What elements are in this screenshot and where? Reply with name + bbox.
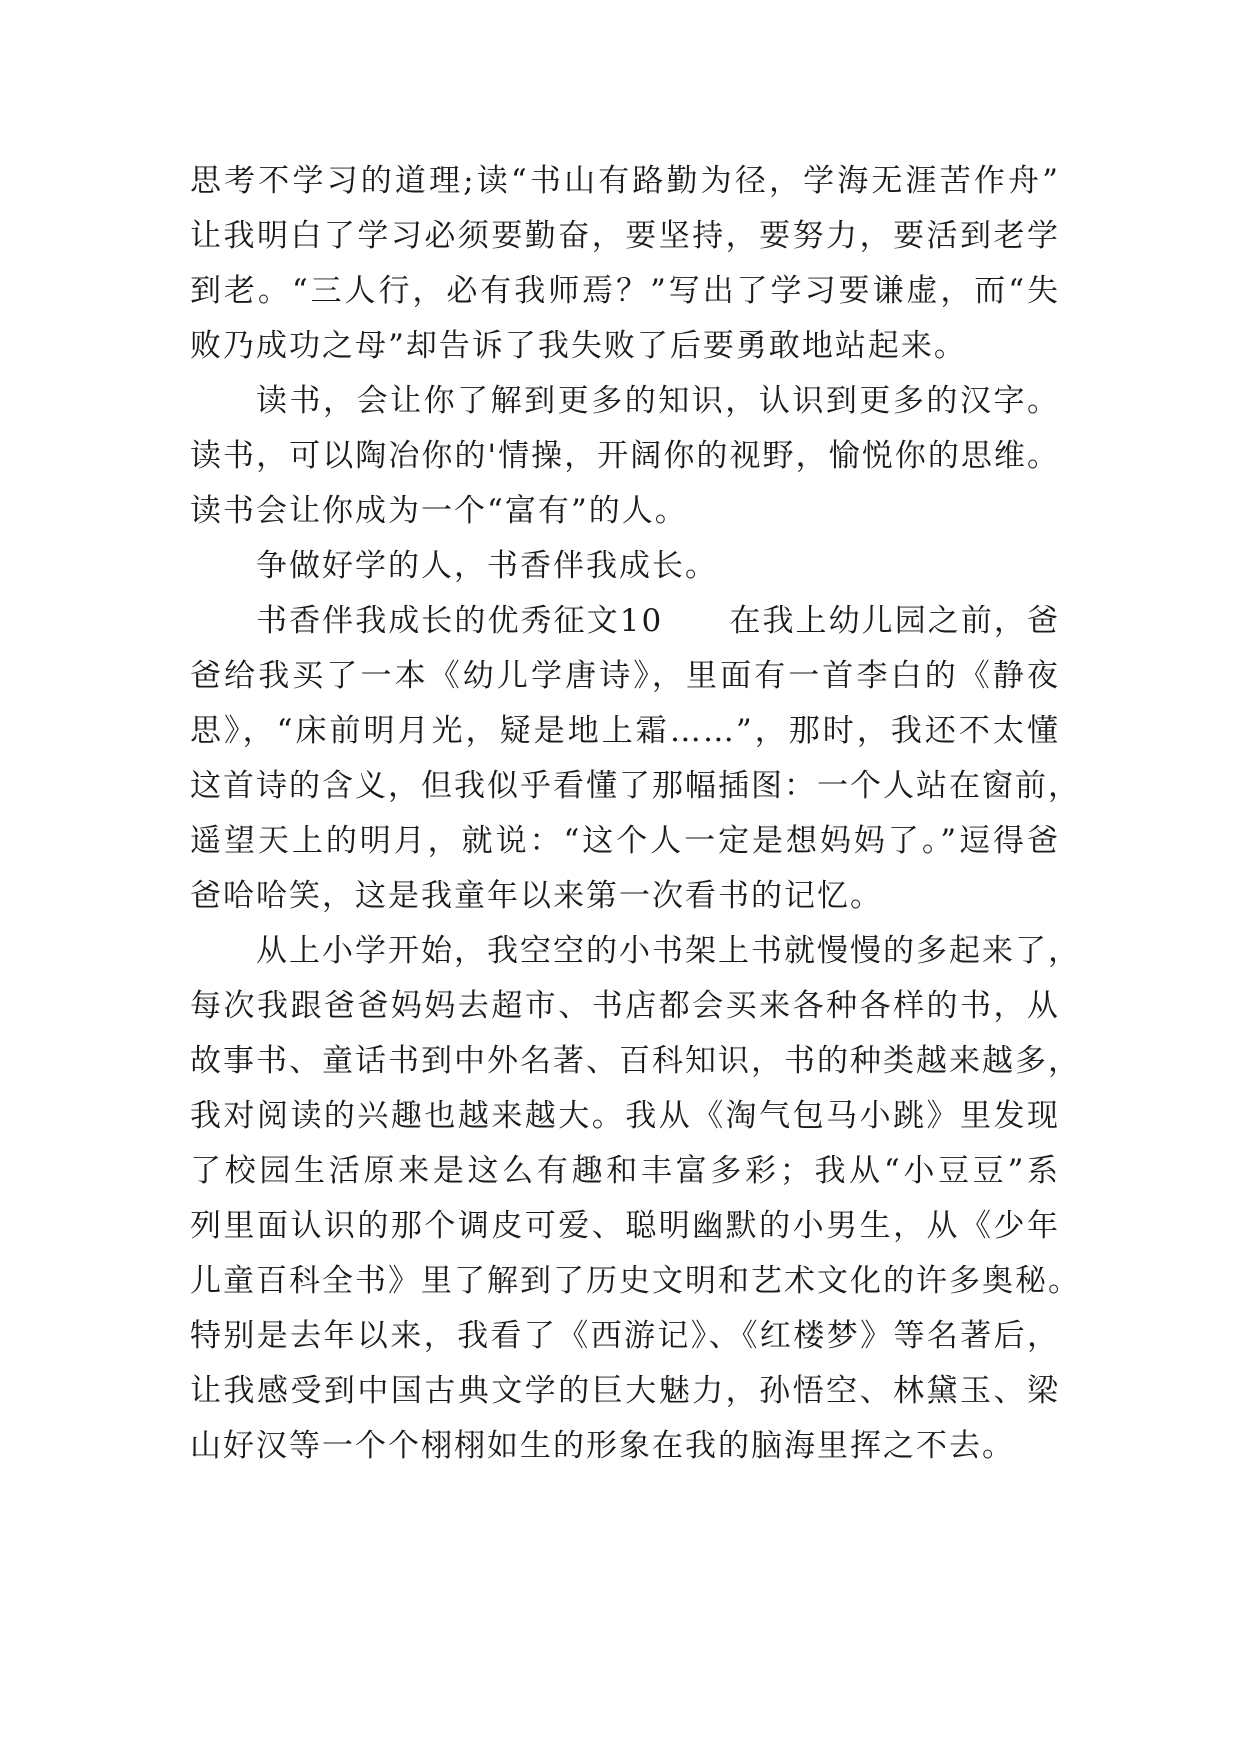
text-line: 让我明白了学习必须要勤奋，要坚持，要努力，要活到老学 (190, 218, 1060, 254)
paragraph (190, 154, 1060, 374)
text-line: 这首诗的含义，但我似乎看懂了那幅插图：一个人站在窗前， (190, 768, 1081, 804)
text-line: 遥望天上的明月，就说：“这个人一定是想妈妈了。”逗得爸 (190, 823, 1060, 859)
text-line: 山好汉等一个个栩栩如生的形象在我的脑海里挥之不去。 (190, 1428, 1015, 1464)
text-line: 我对阅读的兴趣也越来越大。我从《淘气包马小跳》里发现 (190, 1098, 1060, 1134)
text-line: 每次我跟爸爸妈妈去超市、书店都会买来各种各样的书，从 (190, 988, 1060, 1024)
paragraph (190, 924, 1081, 1474)
text-line: 到老。“三人行，必有我师焉？”写出了学习要谦虚，而“失 (190, 273, 1060, 309)
text-line: 读书，可以陶冶你的'情操，开阔你的视野，愉悦你的思维。 (190, 438, 1060, 474)
text-line: 败乃成功之母”却告诉了我失败了后要勇敢地站起来。 (190, 328, 967, 364)
text-line: 儿童百科全书》里了解到了历史文明和艺术文化的许多奥秘。 (190, 1263, 1081, 1299)
text-line: 故事书、童话书到中外名著、百科知识，书的种类越来越多， (190, 1043, 1081, 1079)
paragraph (190, 594, 1081, 924)
text-line: 让我感受到中国古典文学的巨大魅力，孙悟空、林黛玉、梁 (190, 1373, 1060, 1409)
text-line: 思考不学习的道理;读“书山有路勤为径，学海无涯苦作舟” (190, 163, 1060, 199)
text-line: 争做好学的人，书香伴我成长。 (256, 548, 718, 584)
text-line: 思》，“床前明月光，疑是地上霜……”，那时，我还不太懂 (190, 713, 1060, 749)
text-line: 了校园生活原来是这么有趣和丰富多彩；我从“小豆豆”系 (190, 1153, 1060, 1189)
text-line: 书香伴我成长的优秀征文10 在我上幼儿园之前，爸 (256, 603, 1060, 639)
text-line: 从上小学开始，我空空的小书架上书就慢慢的多起来了， (256, 933, 1081, 969)
text-line: 读书，会让你了解到更多的知识，认识到更多的汉字。 (256, 383, 1060, 419)
paragraph (190, 374, 1060, 539)
paragraph (190, 539, 1060, 594)
text-line: 爸哈哈笑，这是我童年以来第一次看书的记忆。 (190, 878, 883, 914)
text-line: 列里面认识的那个调皮可爱、聪明幽默的小男生，从《少年 (190, 1208, 1060, 1244)
text-line: 爸给我买了一本《幼儿学唐诗》，里面有一首李白的《静夜 (190, 658, 1060, 694)
text-line: 读书会让你成为一个“富有”的人。 (190, 493, 688, 529)
document-body (190, 154, 1081, 1474)
text-line: 特别是去年以来，我看了《西游记》、《红楼梦》等名著后， (190, 1318, 1060, 1354)
